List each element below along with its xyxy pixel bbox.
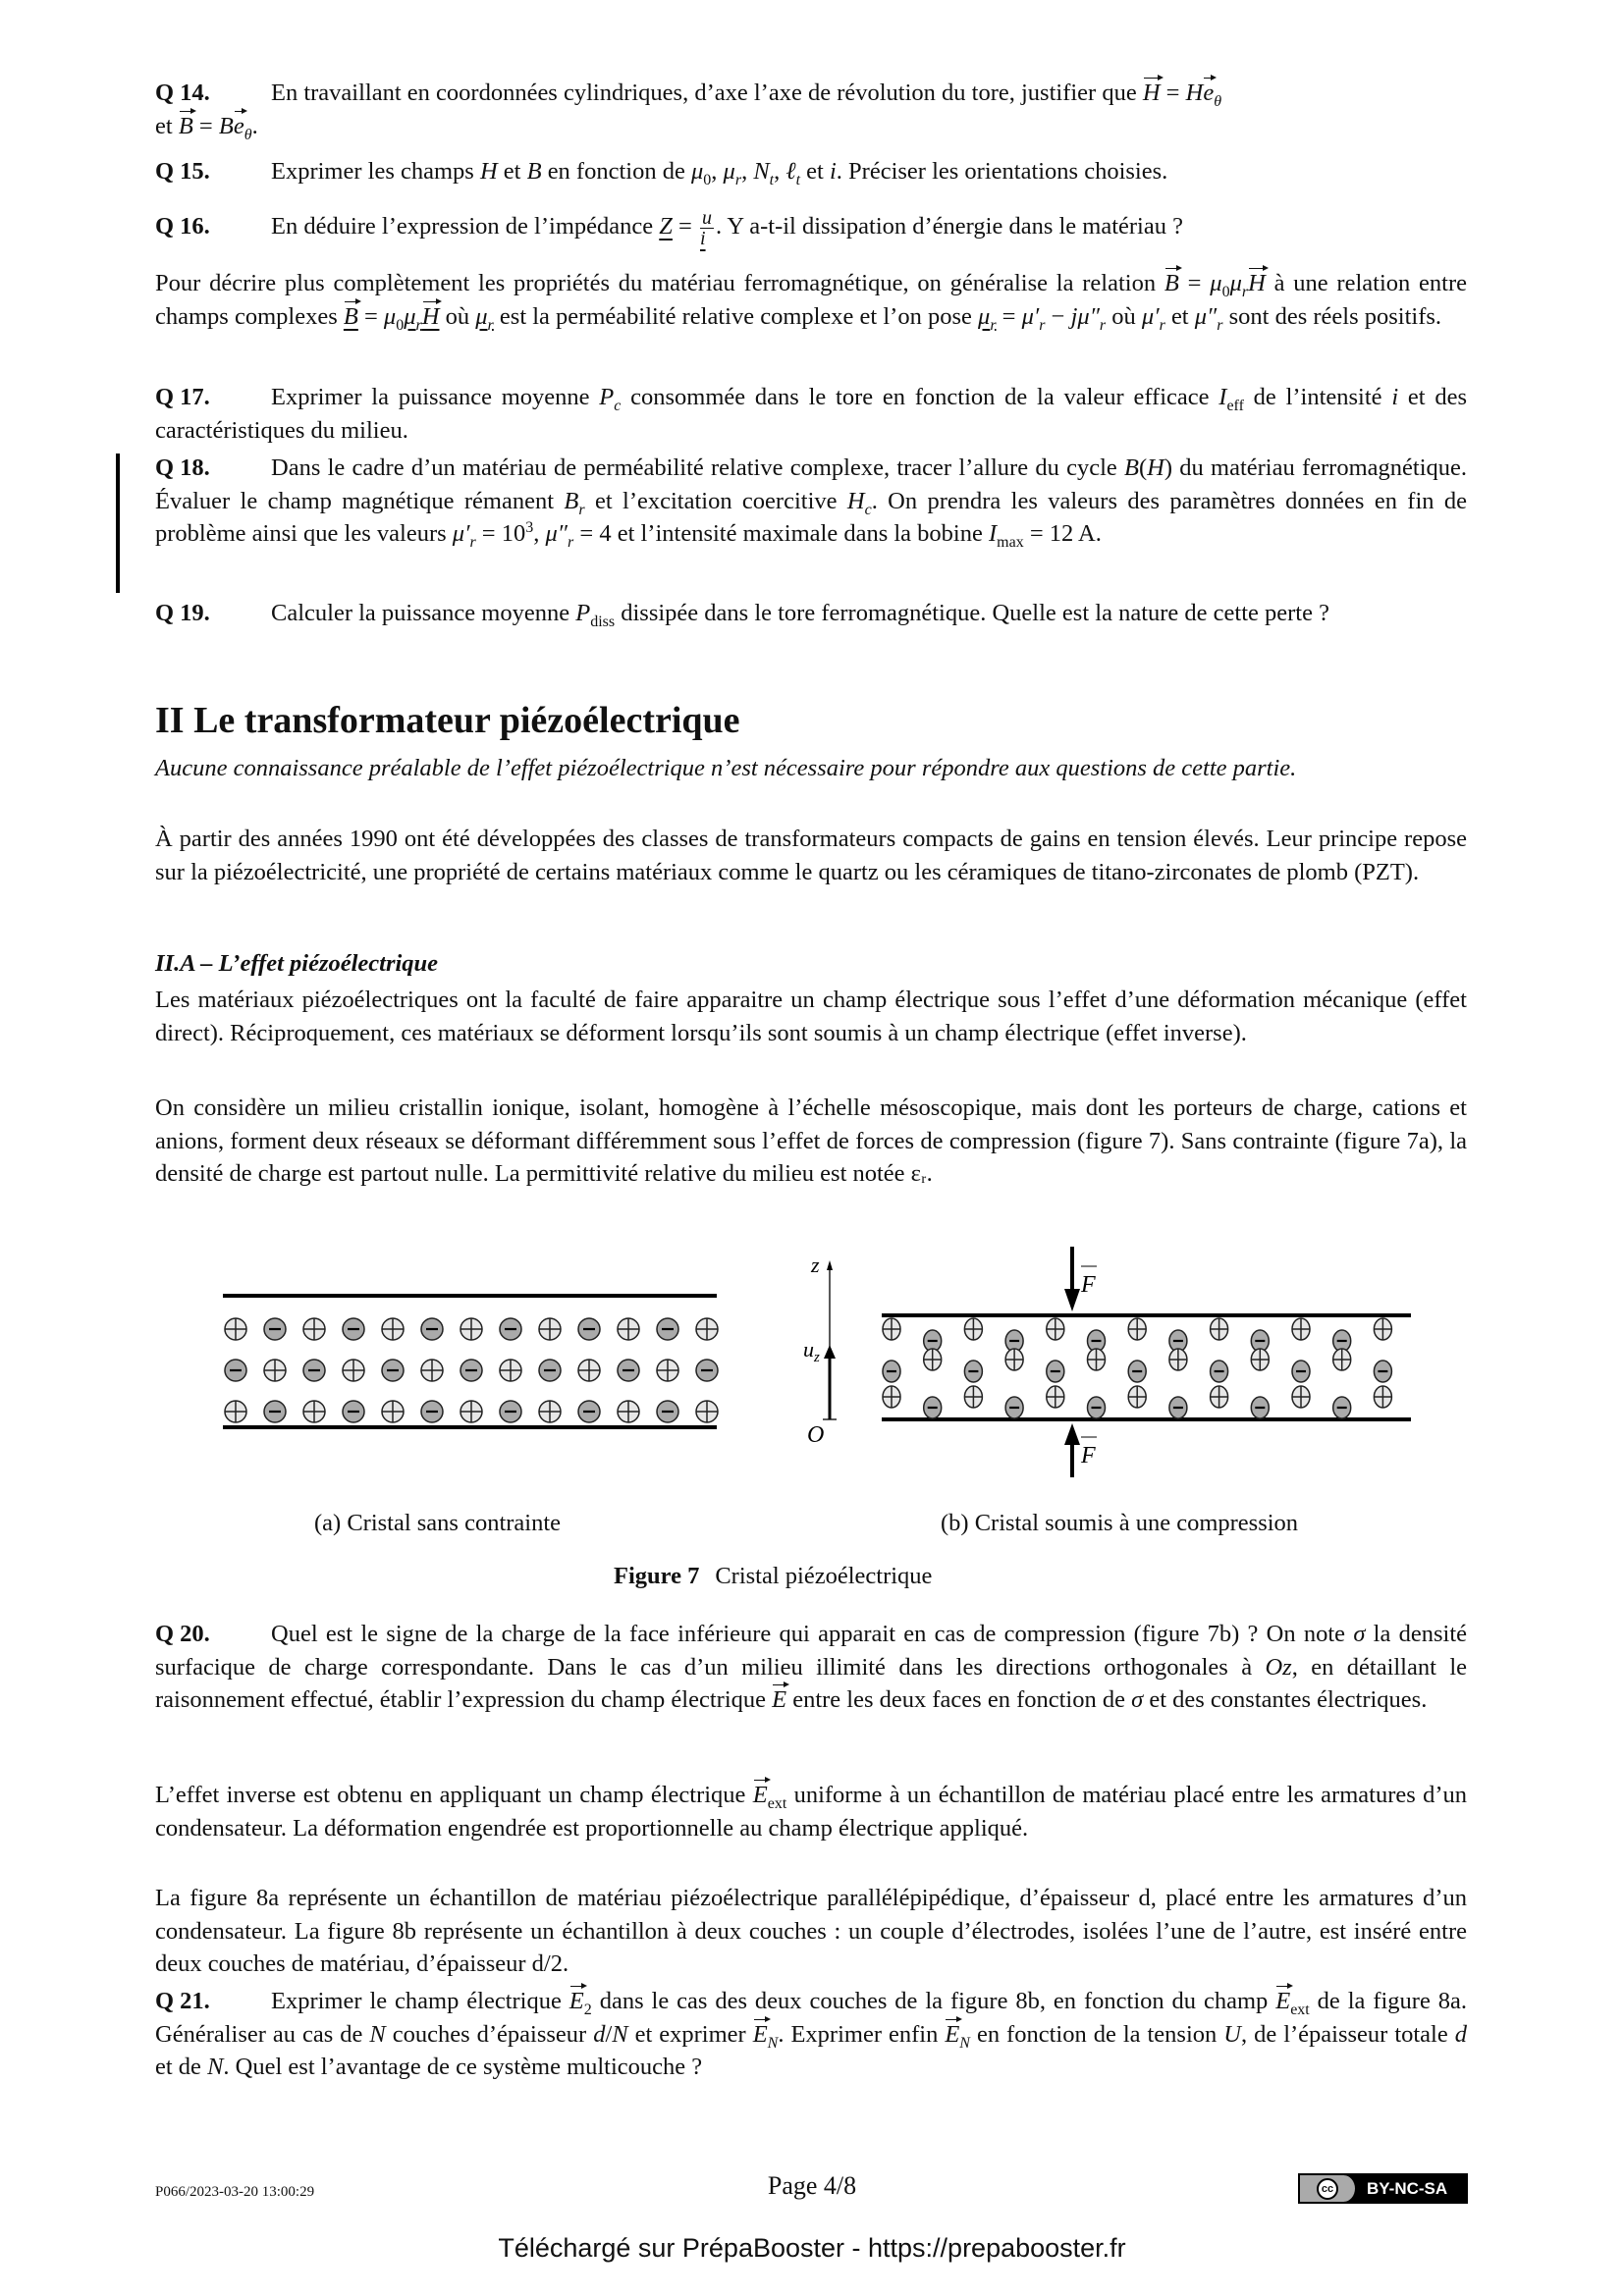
question-18: Q 18. Dans le cadre d’un matériau de perméabilité relative complexe, tracer l’allure du cycle B(H) du matériau ferromagnétique. Évaluer le champ magnétique rémanent $B_r$ et l’excitation coercitive $H_c$. On prendra les valeurs des paramètres données en fin de problème ainsi que les valeurs $\mu'_r = 10^3$, $\mu''_r = 4$ et l’intensité maximale dans la bobine $I_{max} = 12$ A. [155,454,1467,551]
cation-icon [1374,1386,1391,1408]
cation-icon [421,1360,443,1381]
anion-icon [1005,1397,1023,1418]
anion-icon [1169,1397,1187,1418]
change-bar [116,454,120,593]
cation-icon [303,1401,325,1422]
cation-icon [618,1318,639,1340]
anion-icon [343,1318,364,1340]
cation-icon [1292,1318,1310,1340]
download-notice[interactable]: Téléchargé sur PrépaBooster - https://prepabooster.fr [498,2233,1126,2263]
cation-icon [343,1360,364,1381]
question-number: Q 14. [155,80,210,106]
question-17: Q 17. Exprimer la puissance moyenne $P_c$ consommée dans le tore en fonction de la valeur efficace $I_{eff}$ de l’intensité i et des caractéristiques du milieu. [155,384,1467,444]
question-19: Q 19. Calculer la puissance moyenne $P_{diss}$ dissipée dans le tore ferromagnétique. Quelle est la nature de cette perte ? [155,600,1329,630]
cation-icon [1374,1318,1391,1340]
vector-b: B [179,110,193,143]
document-id: P066/2023-03-20 13:00:29 [155,2184,315,2200]
cation-icon [225,1401,246,1422]
cation-icon [883,1386,900,1408]
cation-icon [883,1318,900,1340]
cation-icon [460,1318,482,1340]
anion-icon [618,1360,639,1381]
anion-icon [657,1401,678,1422]
cc-icon: cc [1317,2178,1338,2200]
cation-icon [1211,1318,1228,1340]
anion-icon [382,1360,404,1381]
section-title: II Le transformateur piézoélectrique [155,700,740,741]
cation-icon [264,1360,286,1381]
cation-icon [964,1318,982,1340]
cation-icon [303,1318,325,1340]
cation-icon [657,1360,678,1381]
anion-icon [578,1401,600,1422]
cation-icon [1005,1349,1023,1370]
figure-7a-caption: (a) Cristal sans contrainte [314,1510,562,1536]
cation-icon [1292,1386,1310,1408]
anion-icon [1088,1397,1106,1418]
cation-icon [1128,1318,1146,1340]
anion-icon [1211,1361,1228,1382]
anion-icon [1374,1361,1391,1382]
anion-icon [1047,1361,1064,1382]
cation-icon [696,1318,718,1340]
cation-icon [578,1360,600,1381]
anion-icon [303,1360,325,1381]
cation-icon [500,1360,521,1381]
section-note: Aucune connaissance préalable de l’effet piézoélectrique n’est nécessaire pour répondre aux questions de cette partie. [155,755,1297,781]
question-14: Q 14. En travaillant en coordonnées cylindriques, d’axe l’axe de révolution du tore, justifier que $H = He_\theta$ et $B = Be_\theta$. [155,77,1467,142]
anion-icon [500,1401,521,1422]
cation-icon [618,1401,639,1422]
origin-label: O [807,1422,825,1448]
figure-7b-crystal [882,1247,1411,1477]
z-axis [803,1253,837,1448]
anion-icon [460,1360,482,1381]
anion-icon [343,1401,364,1422]
anion-icon [924,1397,942,1418]
anion-icon [696,1360,718,1381]
question-20: Q 20. Quel est le signe de la charge de la face inférieure qui apparait en cas de compression (figure 7b) ? On note σ la densité surfacique de charge correspondante. Dans le cas d’un milieu illimité dans les directions orthogonales à Oz, en détaillant le raisonnement effectué, établir l’expression du champ électrique E entre les deux faces en fonction de σ et des constantes électriques. [155,1618,1467,1717]
anion-icon [264,1401,286,1422]
anion-icon [578,1318,600,1340]
anion-icon [1128,1361,1146,1382]
paragraph-figure-8: La figure 8a représente un échantillon de matériau piézoélectrique parallélépipédique, d’épaisseur d, placé entre les armatures d’un condensateur. La figure 8b représente un échantillon à deux couches : un couple d’électrodes, isolées l’une de l’autre, est inséré entre deux couches de matériau, d’épaisseur d/2. [155,1885,1467,1977]
cation-icon [1047,1318,1064,1340]
svg-text:F: F [1081,1443,1096,1468]
question-21: Q 21. Exprimer le champ électrique $E_2$ dans le cas des deux couches de la figure 8b, en fonction du champ $E_{ext}$ de la figure 8a. Généraliser au cas de N couches d’épaisseur d/N et exprimer $E_N$. Exprimer enfin $E_N$ en fonction de la tension U, de l’épaisseur totale d et de N. Quel est l’avantage de ce système multicouche ? [155,1985,1467,2084]
cation-icon [1169,1349,1187,1370]
anion-icon [657,1318,678,1340]
axis-label-z: z [811,1253,820,1277]
cation-icon [1128,1386,1146,1408]
anion-icon [1292,1361,1310,1382]
page-number: Page 4/8 [767,2171,857,2200]
anion-icon [500,1318,521,1340]
subsection-title: II.A – L’effet piézoélectrique [155,950,439,977]
axis-label-uz: $u_z$ [803,1337,820,1365]
cation-icon [924,1349,942,1370]
anion-icon [225,1360,246,1381]
anion-icon [964,1361,982,1382]
anion-icon [264,1318,286,1340]
paragraph-inverse-effect: L’effet inverse est obtenu en appliquant un champ électrique $E_{ext}$ uniforme à un échantillon de matériau placé entre les armatures d’un condensateur. La déformation engendrée est proportionnelle au champ électrique appliqué. [155,1779,1467,1844]
cation-icon [1333,1349,1351,1370]
cation-icon [964,1386,982,1408]
anion-icon [421,1401,443,1422]
paragraph-piezo-effect: Les matériaux piézoélectriques ont la faculté de faire apparaitre un champ électrique sous l’effet d’une déformation mécanique (effet direct). Réciproquement, ces matériaux se déforment lorsqu’ils sont soumis à un champ électrique (effet inverse). [155,987,1467,1046]
figure-7b-caption: (b) Cristal soumis à une compression [941,1510,1299,1536]
cation-icon [225,1318,246,1340]
section-intro: À partir des années 1990 ont été développées des classes de transformateurs compacts de gains en tension élevés. Leur principe repose sur la piézoélectricité, une propriété de certains matériaux comme le quartz ou les céramiques de titano-zirconates de plomb (PZT). [155,826,1467,885]
force-arrow-top [1064,1247,1097,1311]
svg-text:F: F [1081,1272,1096,1298]
paragraph-complex-permeability: Pour décrire plus complètement les propriétés du matériau ferromagnétique, on généralise la relation $B = \mu_0\mu_rH$ à une relation entre champs complexes $B = \mu_0\mu_rH$ où $\mu_r$ est la perméabilité relative complexe et l’on pose $\mu_r = \mu'_r - j\mu''_r$ où $\mu'_r$ et $\mu''_r$ sont des réels positifs. [155,267,1467,333]
cation-icon [1047,1386,1064,1408]
anion-icon [539,1360,561,1381]
cation-icon [539,1318,561,1340]
anion-icon [421,1318,443,1340]
cation-icon [1251,1349,1269,1370]
license-badge: cc BY-NC-SA [1298,2173,1468,2204]
cation-icon [539,1401,561,1422]
anion-icon [1333,1397,1351,1418]
figure-7-title: Figure 7 Cristal piézoélectrique [614,1563,933,1589]
cation-icon [1211,1386,1228,1408]
force-arrow-bottom [1064,1423,1097,1477]
anion-icon [883,1361,900,1382]
figure-7a-crystal [223,1296,718,1427]
cation-icon [382,1318,404,1340]
figure-7 [0,1237,1624,1492]
vector-h: H [1143,77,1161,110]
question-15: Q 15. Exprimer les champs H et B en fonction de $\mu_0$, $\mu_r$, $N_t$, ℓ$_t$ et i. Préciser les orientations choisies. [155,158,1168,188]
cation-icon [382,1401,404,1422]
anion-icon [1251,1397,1269,1418]
cation-icon [1088,1349,1106,1370]
paragraph-crystal: On considère un milieu cristallin ionique, isolant, homogène à l’échelle mésoscopique, mais dont les porteurs de charge, cations et anions, forment deux réseaux se déformant différemment sous l’effet de forces de compression (figure 7). Sans contrainte (figure 7a), la densité de charge est partout nulle. La permittivité relative du milieu est notée εᵣ. [155,1095,1467,1187]
question-16: Q 16. En déduire l’expression de l’impédance Z = $\frac{u}{i}$ . Y a-t-il dissipation d’énergie dans le matériau ? [155,207,1183,249]
fraction-u-over-i: $\frac{u}{i}$ [699,207,712,249]
cation-icon [460,1401,482,1422]
cation-icon [696,1401,718,1422]
